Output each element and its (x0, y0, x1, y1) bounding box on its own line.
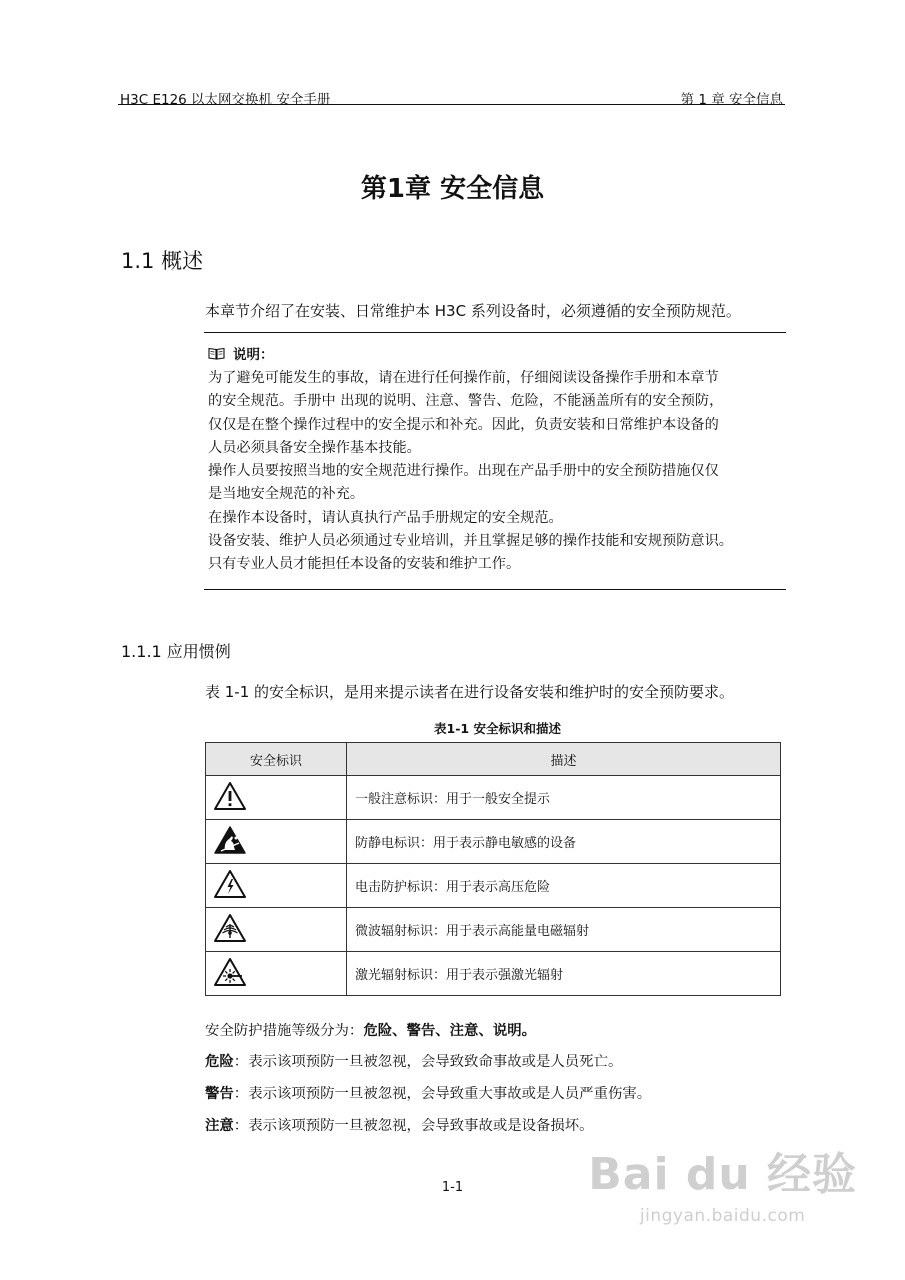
description-cell: 防静电标识：用于表示静电敏感的设备 (347, 820, 781, 864)
table-header-row (206, 743, 781, 776)
level-caution (205, 1114, 594, 1135)
section-intro: 本章节介绍了在安装、日常维护本 H3C 系列设备时，必须遵循的安全预防规范。 (205, 302, 741, 320)
note-line: 操作人员要按照当地的安全规范进行操作。出现在产品手册中的安全预防措施仅仅 (208, 463, 719, 480)
description-cell: 电击防护标识：用于表示高压危险 (347, 864, 781, 908)
level-text: ：表示该项预防一旦被忽视，会导致事故或是设备损坏。 (233, 1118, 594, 1134)
note-line: 在操作本设备时，请认真执行产品手册规定的安全规范。 (208, 509, 563, 526)
esd-icon (213, 825, 247, 855)
table-row (206, 864, 781, 908)
header-rule (118, 104, 785, 105)
description-cell: 微波辐射标识：用于表示高能量电磁辐射 (347, 908, 781, 952)
level-term: 注意 (205, 1118, 234, 1134)
column-header-description: 描述 (347, 743, 781, 776)
description-cell: 一般注意标识：用于一般安全提示 (347, 776, 781, 820)
laser-radiation-icon (213, 957, 247, 987)
level-danger (205, 1050, 622, 1071)
chapter-title: 第1章 安全信息 (360, 174, 545, 204)
note-line: 人员必须具备安全操作基本技能。 (208, 439, 421, 456)
levels-intro-prefix: 安全防护措施等级分为： (205, 1023, 364, 1039)
note-bottom-rule (204, 589, 786, 590)
symbol-cell (206, 820, 347, 864)
book-icon (208, 347, 225, 360)
table-row (206, 776, 781, 820)
electric-shock-icon (213, 869, 247, 899)
table-row (206, 820, 781, 864)
watermark-main-text: Bai du 经验 (588, 1149, 857, 1200)
column-header-symbol: 安全标识 (206, 743, 347, 776)
level-text: ：表示该项预防一旦被忽视，会导致重大事故或是人员严重伤害。 (233, 1086, 652, 1102)
microwave-radiation-icon (213, 913, 247, 943)
section-title: 1.1 概述 (121, 249, 204, 273)
level-term: 警告 (205, 1086, 234, 1102)
safety-symbol-table (205, 742, 781, 996)
table-row (206, 908, 781, 952)
note-heading (208, 343, 274, 363)
symbol-cell (206, 908, 347, 952)
table-caption: 表1-1 安全标识和描述 (434, 721, 561, 736)
symbol-cell (206, 952, 347, 996)
table-row (206, 952, 781, 996)
baidu-watermark (588, 1138, 857, 1226)
level-term: 危险 (205, 1054, 234, 1070)
running-header-left: H3C E126 以太网交换机 安全手册 (120, 92, 331, 108)
subsection-intro: 表 1-1 的安全标识，是用来提示读者在进行设备安装和维护时的安全预防要求。 (205, 683, 735, 701)
level-text: ：表示该项预防一旦被忽视，会导致致命事故或是人员死亡。 (233, 1054, 623, 1070)
level-warning (205, 1082, 651, 1103)
note-line: 为了避免可能发生的事故，请在进行任何操作前，仔细阅读设备操作手册和本章节 (208, 370, 719, 386)
note-line: 是当地安全规范的补充。 (208, 486, 365, 503)
levels-list: 危险、警告、注意、说明。 (363, 1023, 537, 1039)
note-line: 仅仅是在整个操作过程中的安全提示和补充。因此，负责安装和日常维护本设备的 (208, 416, 719, 433)
note-line: 的安全规范。手册中 出现的说明、注意、警告、危险，不能涵盖所有的安全预防， (208, 393, 724, 410)
watermark-logo (588, 1138, 857, 1202)
subsection-title: 1.1.1 应用惯例 (121, 642, 231, 661)
note-line: 设备安装、维护人员必须通过专业培训，并且掌握足够的操作技能和安规预防意识。 (208, 533, 733, 550)
general-caution-icon (213, 781, 247, 811)
symbol-cell (206, 776, 347, 820)
note-top-rule (204, 332, 786, 333)
page-number: 1-1 (441, 1180, 464, 1195)
symbol-cell (206, 864, 347, 908)
note-body (208, 367, 793, 577)
levels-intro (205, 1019, 536, 1040)
description-cell: 激光辐射标识：用于表示强激光辐射 (347, 952, 781, 996)
watermark-url: jingyan.baidu.com (639, 1206, 806, 1226)
running-header-right: 第 1 章 安全信息 (680, 92, 783, 108)
note-line: 只有专业人员才能担任本设备的安装和维护工作。 (208, 556, 521, 573)
note-label: 说明： (233, 347, 274, 363)
